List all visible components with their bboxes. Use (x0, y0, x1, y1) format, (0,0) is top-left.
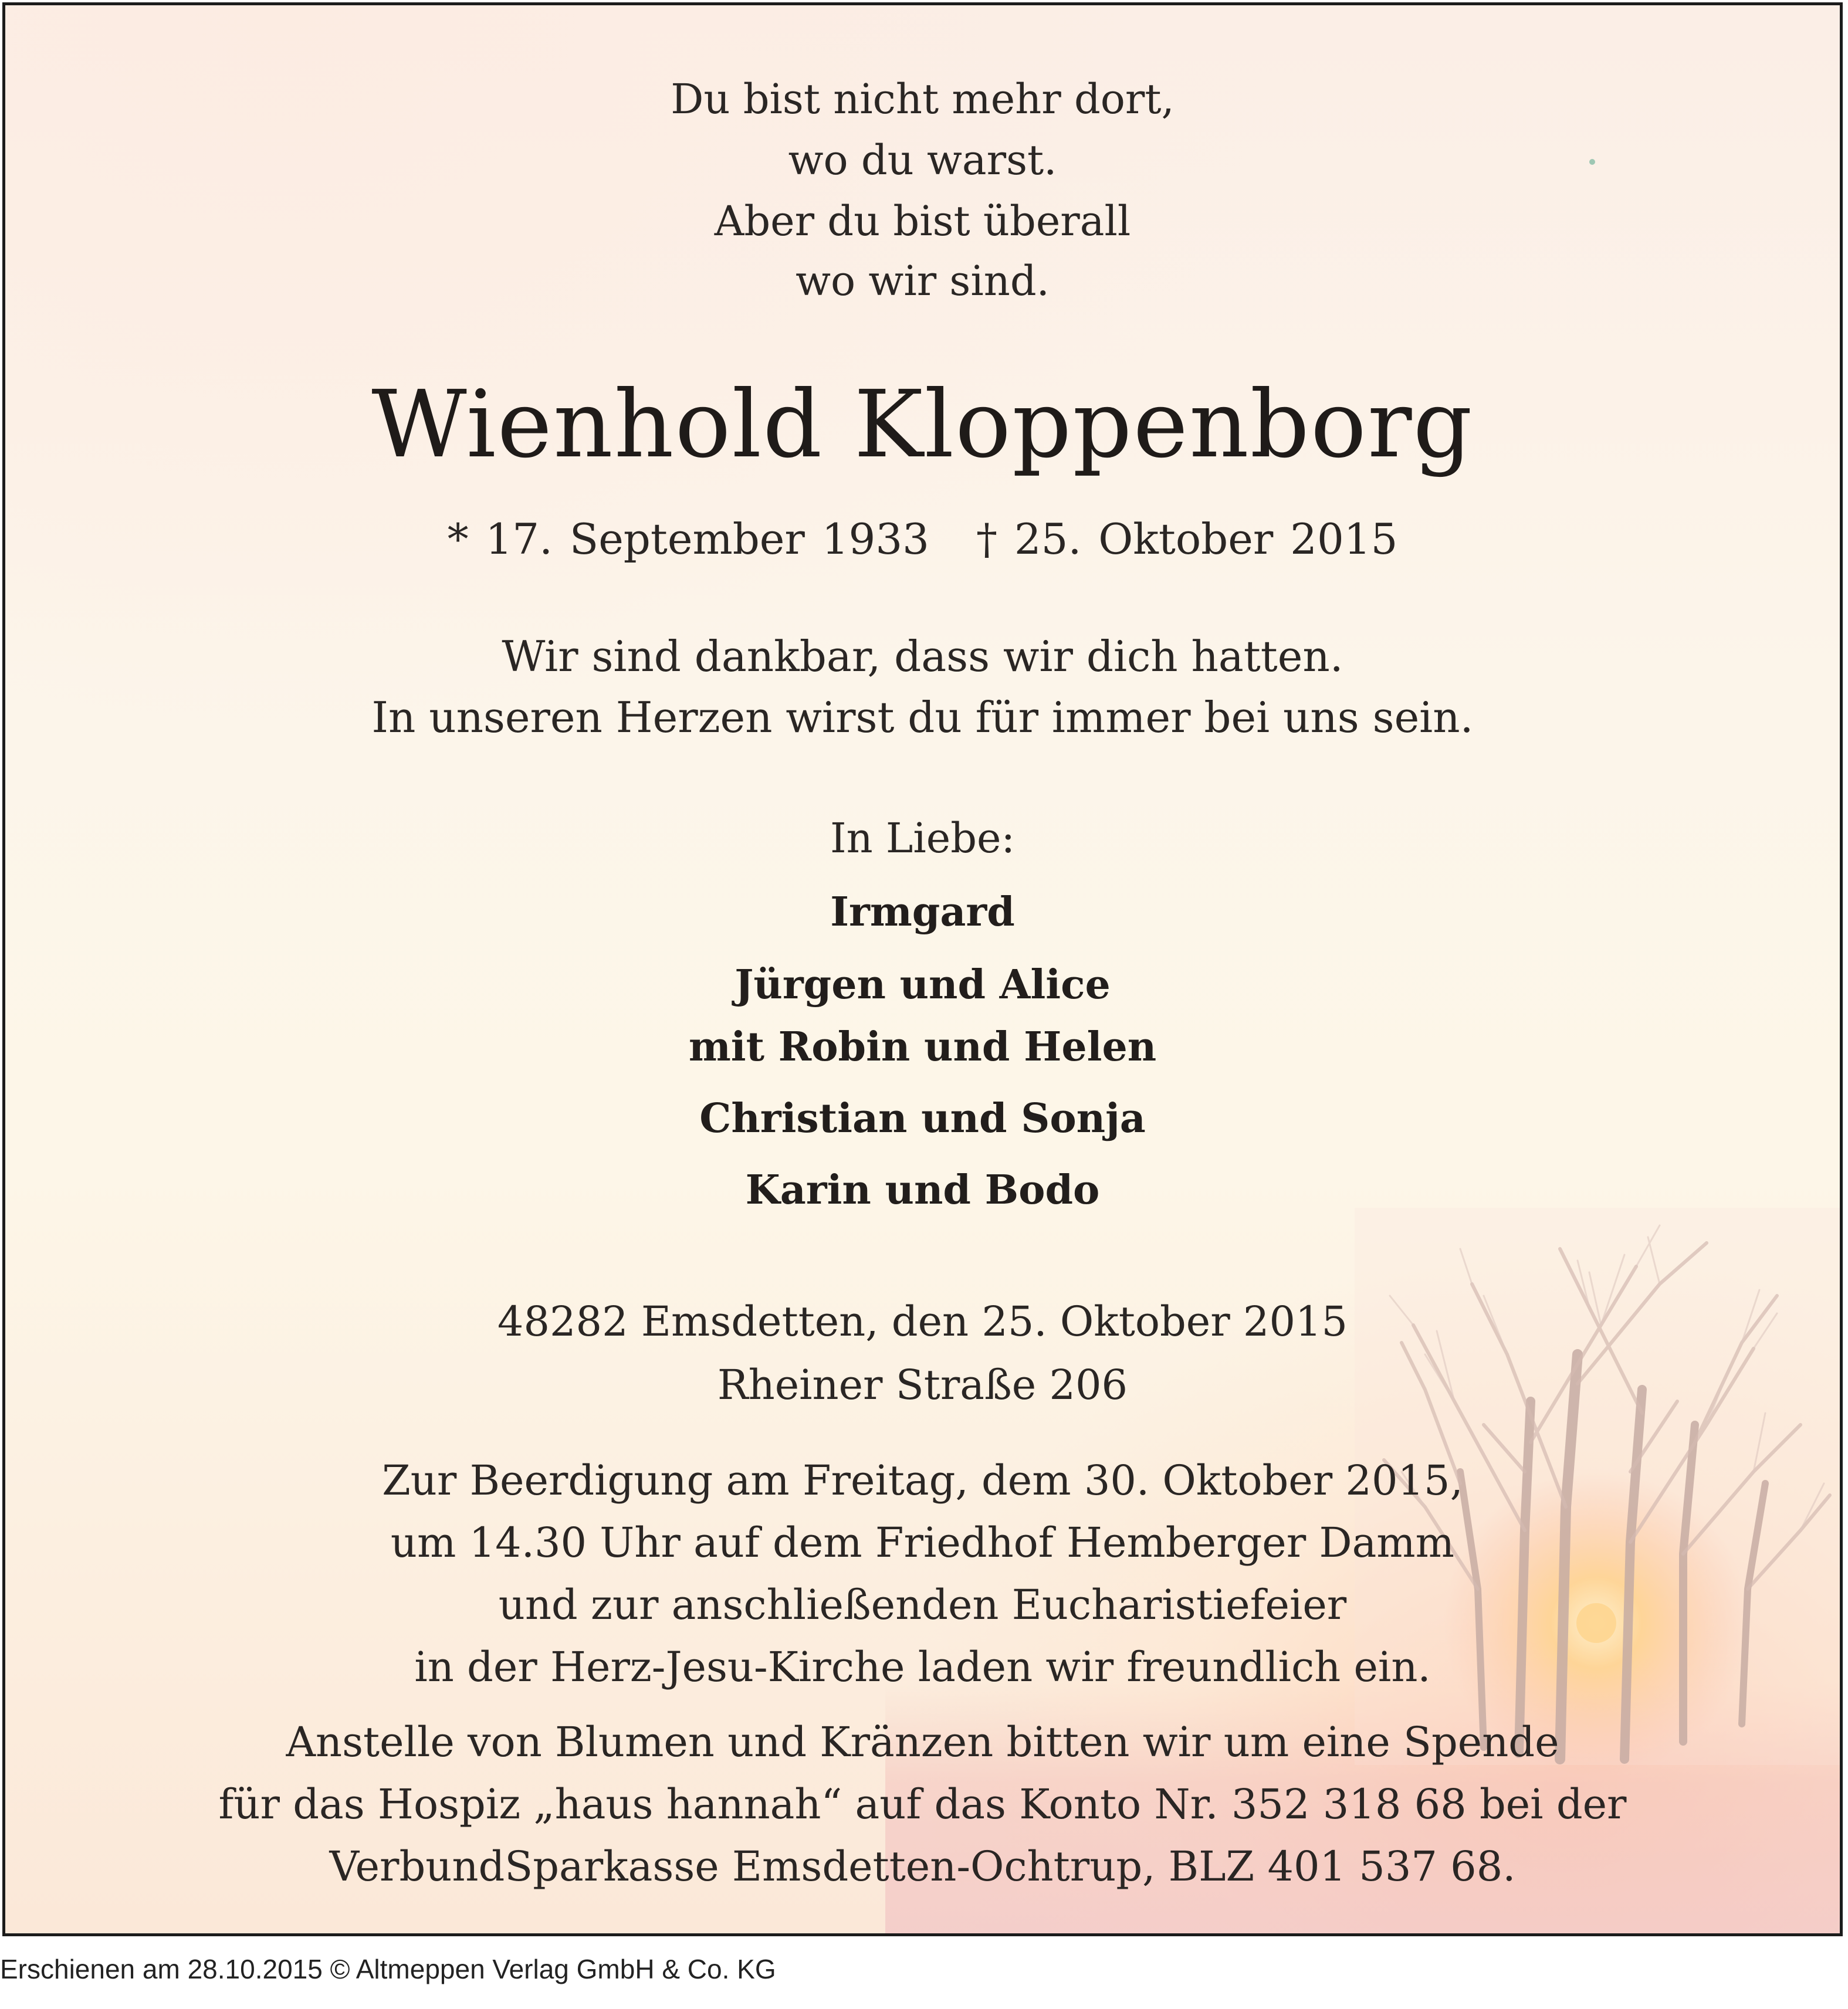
deceased-name: Wienhold Kloppenborg (371, 371, 1474, 479)
mourner-name: Karin und Bodo (745, 1167, 1100, 1214)
place-date-line: 48282 Emsdetten, den 25. Oktober 2015 (497, 1297, 1348, 1346)
birth-date: * 17. September 1933 (447, 514, 929, 564)
death-date: † 25. Oktober 2015 (976, 514, 1398, 564)
obituary-card (2, 2, 1843, 1936)
funeral-line: in der Herz-Jesu-Kirche laden wir freundlich ein. (414, 1643, 1431, 1691)
life-dates (5, 510, 1840, 568)
donation-line: für das Hospiz „haus hannah“ auf das Konto Nr. 352 318 68 bei der (218, 1780, 1627, 1828)
funeral-line: und zur anschließenden Eucharistiefeier (498, 1581, 1347, 1629)
donation-line: Anstelle von Blumen und Kränzen bitten wir um eine Spende (286, 1718, 1559, 1766)
poem-line: wo du warst. (788, 136, 1057, 184)
poem-line: Du bist nicht mehr dort, (671, 75, 1175, 123)
mourner-name: Irmgard (830, 889, 1015, 936)
donation-line: VerbundSparkasse Emsdetten-Ochtrup, BLZ 401 537 68. (329, 1842, 1516, 1891)
funeral-line: um 14.30 Uhr auf dem Friedhof Hemberger Damm (390, 1519, 1455, 1567)
mourner-name: mit Robin und Helen (688, 1024, 1157, 1070)
mourner-name: Christian und Sonja (699, 1095, 1146, 1142)
thanks-line: Wir sind dankbar, dass wir dich hatten. (502, 632, 1343, 681)
in-love-label: In Liebe: (830, 814, 1016, 862)
poem-line: Aber du bist überall (714, 197, 1131, 245)
publication-footer: Erschienen am 28.10.2015 © Altmeppen Verlag GmbH & Co. KG (0, 1954, 776, 1984)
funeral-line: Zur Beerdigung am Freitag, dem 30. Oktober 2015, (382, 1456, 1463, 1505)
thanks-line: In unseren Herzen wirst du für immer bei uns sein. (371, 693, 1474, 742)
mourner-name: Jürgen und Alice (735, 961, 1111, 1008)
address-line: Rheiner Straße 206 (717, 1361, 1128, 1409)
poem-line: wo wir sind. (796, 257, 1050, 305)
